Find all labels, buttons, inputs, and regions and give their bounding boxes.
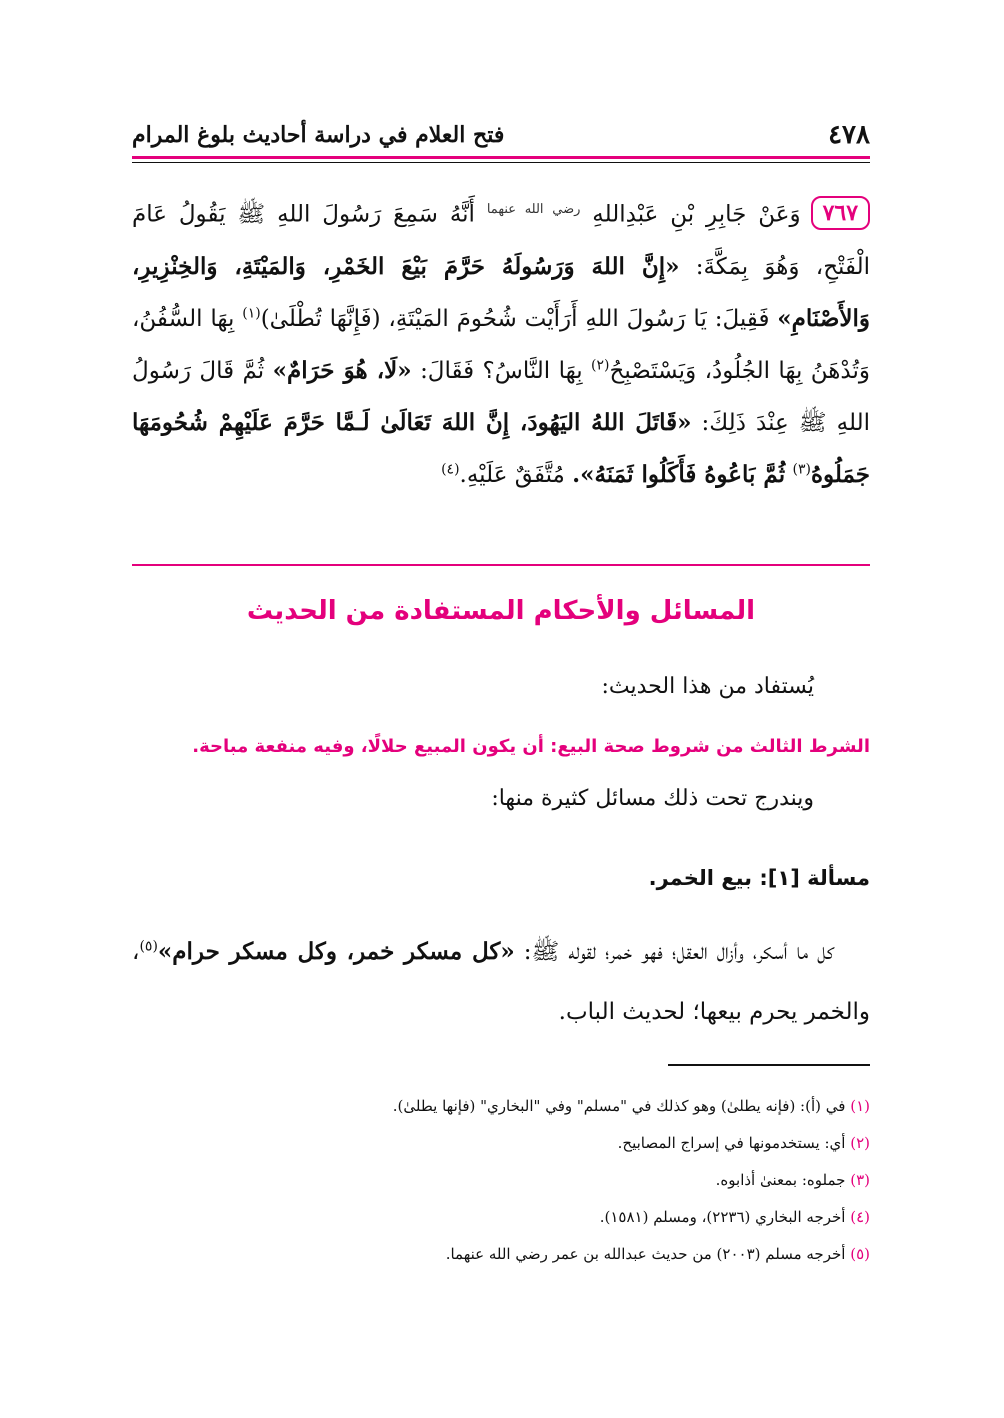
hadith-part: أَنَّهُ سَمِعَ رَسُولَ اللهِ [277,201,475,228]
page-number: ٤٧٨ [828,120,870,150]
footnote-number: (٤) [850,1208,870,1226]
intro-line: يُستفاد من هذا الحديث: [601,674,814,699]
footnote-item [132,1236,870,1273]
includes-line: ويندرج تحت ذلك مسائل كثيرة منها: [491,786,814,811]
footnote-item [132,1162,870,1199]
section-heading: المسائل والأحكام المستفادة من الحديث [246,596,756,626]
footnote-number: (٢) [850,1134,870,1152]
condition-heading: الشرط الثالث من شروط صحة البيع: أن يكون المبيع حلالًا، وفيه منفعة مباحة. [192,736,870,757]
honorific-glyph: رضي الله عنهما [486,202,581,217]
footnote-text: أخرجه مسلم (٢٠٠٣) من حديث عبدالله بن عمر رضي الله عنهما. [445,1245,846,1263]
hadith-part: وَعَنْ جَابِرِ بْنِ عَبْدِاللهِ [592,201,801,228]
footnote-divider [668,1064,870,1066]
footnote-ref[interactable]: (١) [242,305,261,321]
hadith-number-badge: ٧٦٧ [811,196,870,230]
salawat-glyph: ﷺ [237,201,266,228]
prophet-quote: «قَاتَلَ اللهُ اليَهُودَ، إِنَّ اللهَ تَعَالَىٰ لَـمَّا حَرَّمَ عَلَيْهِمْ شُحُومَهَا جَمَلُوهُ [132,408,870,488]
footnote-number: (١) [850,1097,870,1115]
footnote-ref[interactable]: (٤) [441,461,460,477]
footnote-item [132,1199,870,1236]
salawat-glyph: ﷺ [798,409,827,436]
footnote-ref[interactable]: (٢) [591,357,610,373]
footnote-ref[interactable]: (٥) [139,938,158,955]
footnote-number: (٣) [850,1171,870,1189]
section-divider [132,564,870,566]
header-rule-accent [132,156,870,159]
hadith-part: يَقُولُ عَامَ الْفَتْحِ، وَهُوَ بِمَكَّةَ: [132,201,871,280]
footnote-item [132,1088,870,1125]
footnote-text: أخرجه البخاري (٢٢٣٦)، ومسلم (١٥٨١). [599,1208,846,1226]
footnote-text: في (أ): (فإنه يطلىٰ) وهو كذلك في "مسلم" وفي "البخاري" (فإنها يطلىٰ). [392,1097,846,1115]
prophet-quote: «لَا، هُوَ حَرَامٌ» [272,356,412,384]
footnote-text: أي: يستخدمونها في إسراج المصابيح. [617,1134,846,1152]
header-rule-thin [132,162,870,163]
hadith-part: بِهَا النَّاسُ؟ فَقَالَ: [420,357,583,384]
prophet-quote: ثُمَّ بَاعُوهُ فَأَكَلُوا ثَمَنَهُ». [572,460,786,488]
running-title: فتح العلام في دراسة أحاديث بلوغ المرام [132,122,505,148]
issue-paragraph: كل ما أسكر، وأزال العقل؛ فهو خمر؛ لقوله ﷺ: «كل مسكر خمر، وكل مسكر حرام»$^{(٥)}$، والخمر يحرم بيعها؛ لحديث الباب. [132,938,870,1025]
hadith-part: مُتَّفَقٌ عَلَيْهِ. [459,461,565,488]
prophet-quote: «إِنَّ اللهَ وَرَسُولَهُ حَرَّمَ بَيْعَ الخَمْرِ، وَالمَيْتَةِ، وَالخِنْزِيرِ، وَالأَصْنَامِ» [132,252,871,332]
hadith-part: بِهَا السُّفُنُ، وَتُدْهَنُ بِهَا الجُلُودُ، وَيَسْتَصْبِحُ [132,305,871,384]
footnotes [132,1088,870,1273]
salawat-glyph: ﷺ [531,939,560,965]
footnote-number: (٥) [850,1245,870,1263]
issue-title: مسألة [١]: بيع الخمر. [648,866,870,890]
prophet-quote: «كل مسكر خمر، وكل مسكر حرام» [157,938,515,965]
hadith-text [132,184,870,501]
issue-text: ، والخمر يحرم بيعها؛ لحديث الباب. [132,939,870,1025]
issue-text: كل ما أسكر، وأزال العقل؛ فهو خمر؛ لقوله [568,939,835,965]
hadith-part: ثُمَّ قَالَ رَسُولُ اللهِ [132,357,870,436]
footnote-item [132,1125,870,1162]
footnote-text: جملوه: بمعنىٰ أذابوه. [715,1171,846,1189]
hadith-part: فَقِيلَ: يَا رَسُولَ اللهِ أَرَأَيْت شُحُومَ المَيْتَةِ، (فَإِنَّهَا تُطْلَىٰ) [260,305,770,332]
footnote-ref[interactable]: (٣) [792,461,811,477]
hadith-part: عِنْدَ ذَلِكَ: [701,409,789,436]
